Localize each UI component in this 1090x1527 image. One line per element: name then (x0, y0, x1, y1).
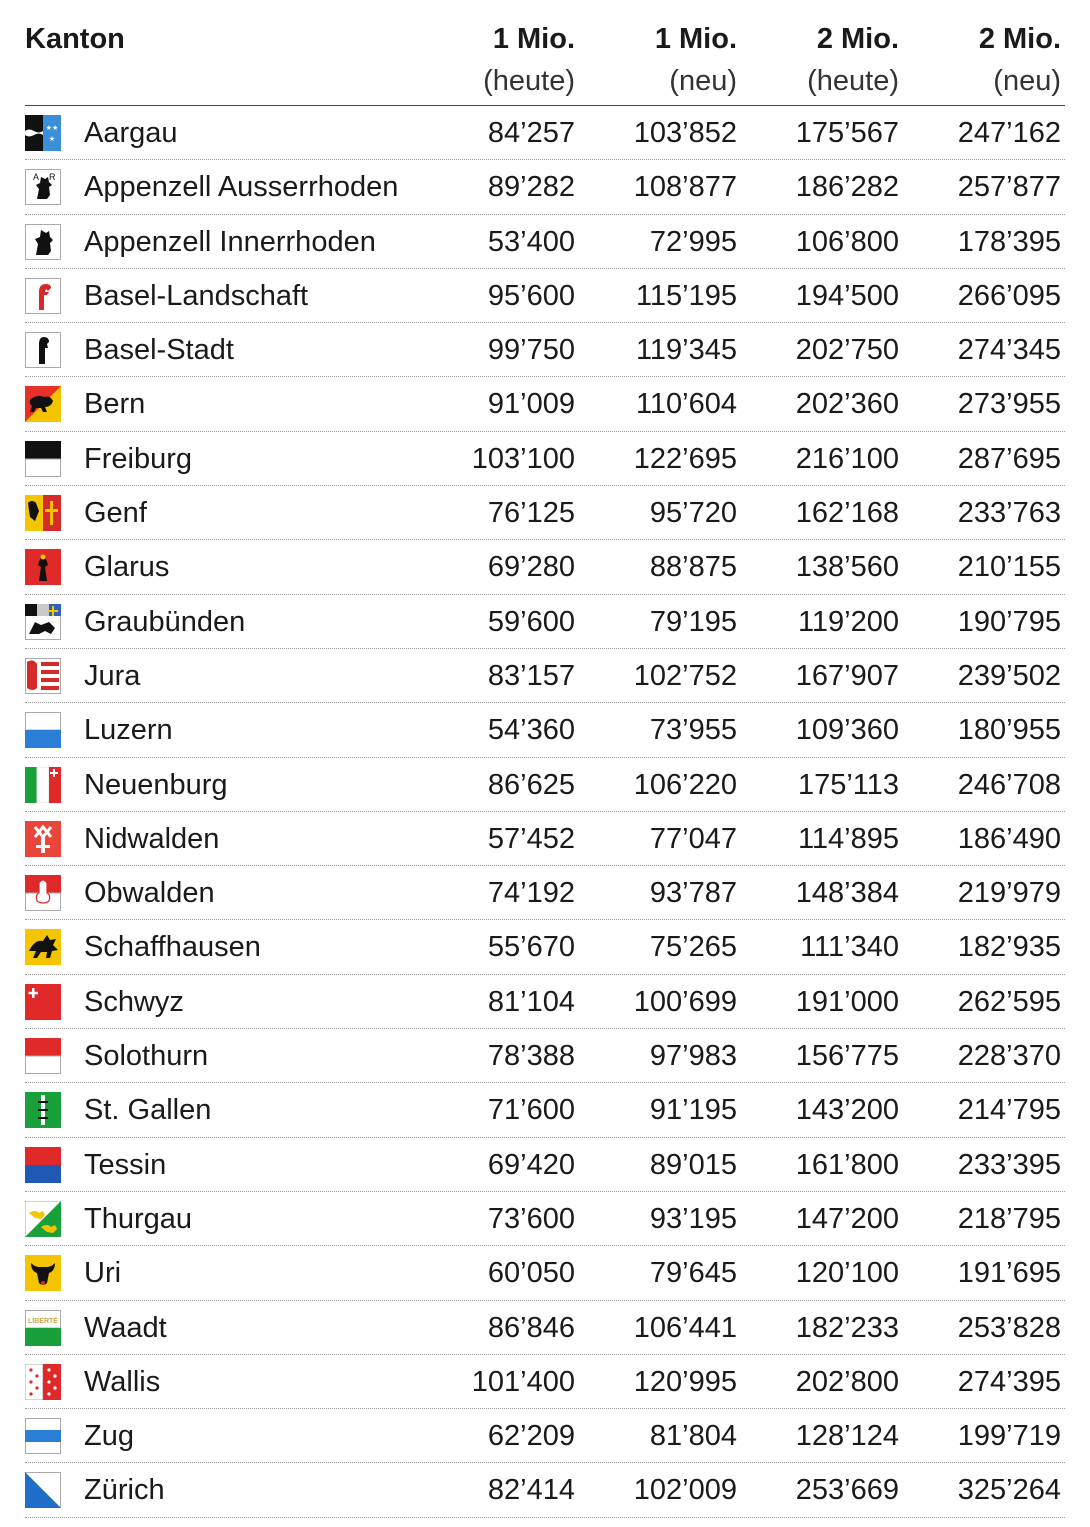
canton-name: Jura (84, 659, 141, 692)
value-cell-1: 69’420 (487, 1148, 575, 1181)
obwalden-flag-icon (25, 875, 61, 911)
table-row (25, 540, 1065, 594)
table-header (25, 0, 1065, 106)
value-cell-3: 161’800 (795, 1148, 899, 1181)
value-cell-1: 55’670 (487, 931, 575, 964)
table-row (25, 975, 1065, 1029)
value-cell-4: 266’095 (957, 279, 1061, 312)
value-cell-2: 100’699 (633, 985, 737, 1018)
value-cell-4: 228’370 (957, 1040, 1061, 1073)
appenzell-innerrhoden-flag-icon (25, 224, 61, 260)
value-cell-4: 178’395 (957, 225, 1061, 258)
genf-flag-icon (25, 495, 61, 531)
canton-name: Basel-Landschaft (84, 279, 309, 312)
value-cell-2: 97’983 (649, 1040, 737, 1073)
table-row (25, 269, 1065, 323)
header-col-4: 2 Mio. (neu) (978, 23, 1061, 97)
value-cell-3: 120’100 (795, 1257, 899, 1290)
jura-flag-icon (25, 658, 61, 694)
solothurn-flag-icon (25, 1038, 61, 1074)
value-cell-3: 114’895 (797, 822, 899, 855)
value-cell-1: 53’400 (487, 225, 575, 258)
canton-name: Zug (84, 1420, 134, 1453)
value-cell-1: 57’452 (487, 822, 575, 855)
canton-name: Waadt (84, 1311, 167, 1344)
table-row (25, 703, 1065, 757)
canton-name: Uri (84, 1257, 122, 1290)
value-cell-1: 95’600 (487, 279, 575, 312)
svg-text:LIBERTÉ: LIBERTÉ (28, 1317, 58, 1325)
canton-name: Zürich (84, 1474, 165, 1507)
value-cell-3: 167’907 (795, 659, 899, 692)
table-row (25, 432, 1065, 486)
canton-name: Schwyz (84, 985, 184, 1018)
value-cell-4: 246’708 (957, 768, 1061, 801)
value-cell-3: 182’233 (795, 1311, 899, 1344)
header-kanton: Kanton (25, 23, 125, 55)
value-cell-1: 86’625 (487, 768, 575, 801)
canton-name: Appenzell Innerrhoden (84, 225, 376, 258)
value-cell-2: 81’804 (649, 1420, 737, 1453)
zuerich-flag-icon (25, 1472, 61, 1508)
wallis-flag-icon (25, 1364, 61, 1400)
canton-name: Bern (84, 388, 146, 421)
value-cell-2: 95’720 (649, 497, 737, 530)
value-cell-1: 59’600 (487, 605, 575, 638)
table-row (25, 215, 1065, 269)
value-cell-4: 325’264 (957, 1474, 1061, 1507)
value-cell-2: 110’604 (635, 388, 737, 421)
canton-name: Tessin (84, 1148, 167, 1181)
value-cell-3: 175’113 (797, 768, 899, 801)
value-cell-3: 191’000 (795, 985, 899, 1018)
value-cell-1: 82’414 (487, 1474, 575, 1507)
value-cell-3: 194’500 (795, 279, 899, 312)
table-row (25, 1083, 1065, 1137)
value-cell-4: 253’828 (957, 1311, 1061, 1344)
table-row (25, 106, 1065, 160)
value-cell-4: 199’719 (957, 1420, 1061, 1453)
table-row (25, 486, 1065, 540)
value-cell-2: 72’995 (649, 225, 737, 258)
value-cell-3: 202’360 (795, 388, 899, 421)
value-cell-1: 76’125 (487, 497, 575, 530)
basel-landschaft-flag-icon (25, 278, 61, 314)
value-cell-3: 138’560 (795, 551, 899, 584)
value-cell-2: 75’265 (649, 931, 737, 964)
value-cell-3: 216’100 (795, 442, 899, 475)
value-cell-4: 191’695 (957, 1257, 1061, 1290)
schaffhausen-flag-icon (25, 929, 61, 965)
value-cell-3: 175’567 (795, 117, 899, 149)
value-cell-1: 99’750 (487, 334, 575, 367)
value-cell-3: 156’775 (795, 1040, 899, 1073)
value-cell-2: 106’220 (633, 768, 737, 801)
value-cell-3: 202’750 (795, 334, 899, 367)
canton-name: Wallis (84, 1365, 161, 1398)
value-cell-4: 257’877 (957, 171, 1061, 204)
value-cell-3: 202’800 (795, 1365, 899, 1398)
value-cell-4: 247’162 (957, 117, 1061, 149)
value-cell-2: 108’877 (633, 171, 737, 204)
value-cell-2: 89’015 (649, 1148, 737, 1181)
canton-name: Freiburg (84, 442, 192, 475)
graubuenden-flag-icon (25, 604, 61, 640)
value-cell-4: 210’155 (957, 551, 1061, 584)
value-cell-3: 106’800 (795, 225, 899, 258)
value-cell-2: 77’047 (649, 822, 737, 855)
value-cell-1: 74’192 (487, 877, 575, 910)
table-row (25, 1138, 1065, 1192)
value-cell-2: 93’195 (649, 1202, 737, 1235)
value-cell-2: 120’995 (633, 1365, 737, 1398)
tessin-flag-icon (25, 1147, 61, 1183)
value-cell-1: 54’360 (487, 714, 575, 747)
table-row (25, 812, 1065, 866)
canton-name: Thurgau (84, 1202, 193, 1235)
value-cell-4: 239’502 (957, 659, 1061, 692)
canton-name: Luzern (84, 714, 173, 747)
table-row (25, 160, 1065, 214)
basel-stadt-flag-icon (25, 332, 61, 368)
value-cell-2: 88’875 (649, 551, 737, 584)
value-cell-3: 119’200 (797, 605, 899, 638)
svg-text:R: R (49, 172, 56, 183)
value-cell-1: 69’280 (487, 551, 575, 584)
value-cell-4: 186’490 (957, 822, 1061, 855)
canton-name: Obwalden (84, 877, 215, 910)
canton-name: Appenzell Ausserrhoden (84, 171, 399, 204)
value-cell-4: 214’795 (957, 1094, 1061, 1127)
canton-name: Nidwalden (84, 822, 220, 855)
value-cell-4: 274’395 (957, 1365, 1061, 1398)
value-cell-4: 233’763 (957, 497, 1061, 530)
value-cell-3: 109’360 (795, 714, 899, 747)
value-cell-1: 101’400 (471, 1365, 575, 1398)
value-cell-2: 91’195 (649, 1094, 737, 1127)
canton-table (25, 0, 1065, 1518)
value-cell-3: 111’340 (800, 931, 899, 964)
table-row (25, 1301, 1065, 1355)
value-cell-2: 102’752 (633, 659, 737, 692)
canton-name: Graubünden (84, 605, 246, 638)
value-cell-2: 93’787 (649, 877, 737, 910)
value-cell-4: 273’955 (957, 388, 1061, 421)
value-cell-1: 78’388 (487, 1040, 575, 1073)
value-cell-4: 190’795 (957, 605, 1061, 638)
table-row (25, 323, 1065, 377)
table-body (25, 106, 1065, 1518)
value-cell-1: 83’157 (487, 659, 575, 692)
table-row (25, 1029, 1065, 1083)
header-col-3: 2 Mio. (heute) (807, 23, 899, 97)
value-cell-2: 79’645 (649, 1257, 737, 1290)
value-cell-2: 122’695 (633, 442, 737, 475)
value-cell-1: 84’257 (487, 117, 575, 149)
st-gallen-flag-icon (25, 1092, 61, 1128)
canton-name: Solothurn (84, 1040, 209, 1073)
appenzell-ausserrhoden-flag-icon (25, 169, 61, 205)
uri-flag-icon (25, 1255, 61, 1291)
table-row (25, 1409, 1065, 1463)
neuenburg-flag-icon (25, 767, 61, 803)
value-cell-1: 86’846 (487, 1311, 575, 1344)
canton-name: Basel-Stadt (84, 334, 234, 367)
canton-name: Genf (84, 497, 147, 530)
value-cell-4: 182’935 (957, 931, 1061, 964)
value-cell-2: 103’852 (633, 117, 737, 149)
table-row (25, 866, 1065, 920)
table-row (25, 1192, 1065, 1246)
value-cell-1: 89’282 (487, 171, 575, 204)
value-cell-1: 103’100 (471, 442, 575, 475)
value-cell-4: 274’345 (957, 334, 1061, 367)
value-cell-2: 73’955 (649, 714, 737, 747)
header-col-2: 1 Mio. (neu) (654, 23, 737, 97)
nidwalden-flag-icon (25, 821, 61, 857)
value-cell-4: 218’795 (957, 1202, 1061, 1235)
value-cell-3: 148’384 (795, 877, 899, 910)
canton-name: Aargau (84, 117, 178, 149)
value-cell-4: 219’979 (957, 877, 1061, 910)
value-cell-4: 262’595 (957, 985, 1061, 1018)
table-row (25, 377, 1065, 431)
value-cell-2: 106’441 (633, 1311, 737, 1344)
svg-text:★: ★ (48, 136, 56, 143)
canton-name: Neuenburg (84, 768, 228, 801)
value-cell-3: 128’124 (795, 1420, 899, 1453)
value-cell-2: 102’009 (633, 1474, 737, 1507)
value-cell-4: 180’955 (957, 714, 1061, 747)
bern-flag-icon (25, 386, 61, 422)
value-cell-3: 162’168 (795, 497, 899, 530)
value-cell-3: 253’669 (795, 1474, 899, 1507)
svg-text:★★: ★★ (45, 125, 59, 132)
value-cell-1: 73’600 (487, 1202, 575, 1235)
table-row (25, 758, 1065, 812)
zug-flag-icon (25, 1418, 61, 1454)
table-row (25, 920, 1065, 974)
value-cell-1: 60’050 (487, 1257, 575, 1290)
schwyz-flag-icon (25, 984, 61, 1020)
thurgau-flag-icon (25, 1201, 61, 1237)
value-cell-1: 81’104 (487, 985, 575, 1018)
freiburg-flag-icon (25, 441, 61, 477)
value-cell-4: 233’395 (957, 1148, 1061, 1181)
table-row (25, 1355, 1065, 1409)
value-cell-1: 91’009 (487, 388, 575, 421)
waadt-flag-icon (25, 1310, 61, 1346)
value-cell-2: 79’195 (649, 605, 737, 638)
luzern-flag-icon (25, 712, 61, 748)
value-cell-3: 147’200 (795, 1202, 899, 1235)
canton-name: Schaffhausen (84, 931, 261, 964)
value-cell-1: 71’600 (487, 1094, 575, 1127)
table-row (25, 1246, 1065, 1300)
value-cell-4: 287’695 (957, 442, 1061, 475)
value-cell-2: 119’345 (635, 334, 737, 367)
aargau-flag-icon (25, 115, 61, 151)
canton-name: St. Gallen (84, 1094, 212, 1127)
canton-name: Glarus (84, 551, 170, 584)
value-cell-1: 62’209 (487, 1420, 575, 1453)
table-row (25, 649, 1065, 703)
svg-text:A: A (33, 172, 40, 183)
value-cell-2: 115’195 (635, 279, 737, 312)
header-col-1: 1 Mio. (heute) (483, 23, 575, 97)
value-cell-3: 186’282 (795, 171, 899, 204)
value-cell-3: 143’200 (795, 1094, 899, 1127)
table-row (25, 1463, 1065, 1517)
glarus-flag-icon (25, 549, 61, 585)
table-row (25, 595, 1065, 649)
